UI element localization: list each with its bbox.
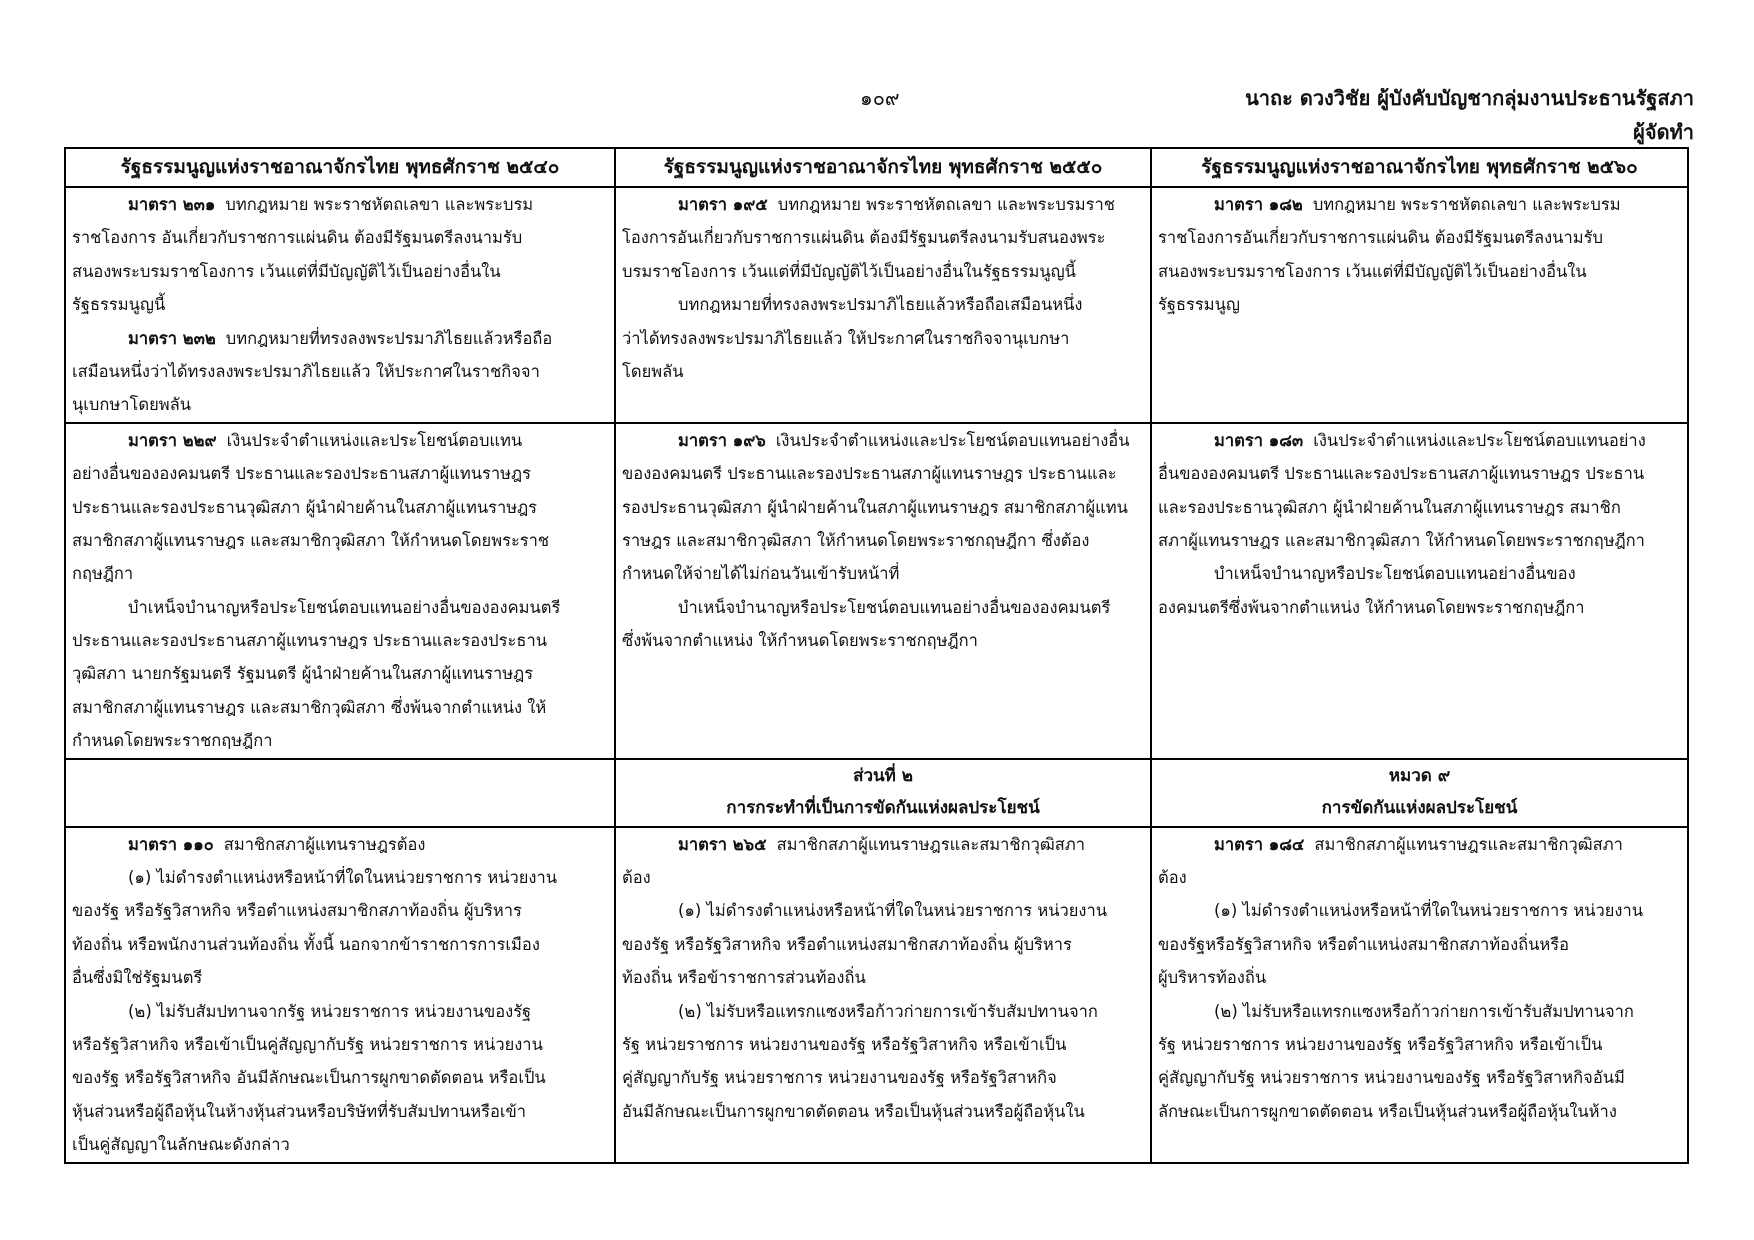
text-line	[1158, 491, 1681, 524]
line-text: ท้องถิ่น หรือข้าราชการส่วนท้องถิ่น	[622, 968, 866, 988]
line-text: บทกฎหมายที่ทรงลงพระปรมาภิไธยแล้วหรือถือ	[225, 328, 553, 348]
line-text: ราชโองการอันเกี่ยวกับราชการแผ่นดิน ต้องมีรัฐมนตรีลงนามรับ	[1158, 228, 1603, 248]
section-number: มาตรา ๒๓๒	[128, 328, 216, 348]
text-line	[622, 288, 1144, 321]
text-line	[72, 1128, 608, 1161]
text-line	[72, 1028, 608, 1061]
line-text: โองการอันเกี่ยวกับราชการแผ่นดิน ต้องมีรัฐมนตรีลงนามรับสนองพระ	[622, 228, 1106, 248]
line-text: สมาชิกสภาผู้แทนราษฎรต้อง	[223, 834, 426, 854]
section-heading	[1158, 792, 1681, 824]
section-number: มาตรา ๑๑๐	[128, 834, 214, 854]
line-text: สนองพระบรมราชโองการ เว้นแต่ที่มีบัญญัติไว้เป็นอย่างอื่นใน	[1158, 261, 1587, 281]
line-text: (๒) ไม่รับสัมปทานจากรัฐ หน่วยราชการ หน่วยงานของรัฐ	[128, 1001, 532, 1021]
line-text: บรมราชโองการ เว้นแต่ที่มีบัญญัติไว้เป็นอย่างอื่นในรัฐธรรมนูญนี้	[622, 261, 1076, 281]
line-text: หมวด ๙	[1388, 765, 1451, 786]
text-line	[72, 288, 608, 321]
text-line	[1158, 1095, 1681, 1128]
text-line	[622, 355, 1144, 388]
line-text: ว่าได้ทรงลงพระปรมาภิไธยแล้ว ให้ประกาศในราชกิจจานุเบกษา	[622, 328, 1070, 348]
line-text: สนองพระบรมราชโองการ เว้นแต่ที่มีบัญญัติไว้เป็นอย่างอื่นใน	[72, 261, 501, 281]
line-text: การกระทำที่เป็นการขัดกันแห่งผลประโยชน์	[726, 797, 1040, 818]
text-line	[1158, 995, 1681, 1028]
text-line	[1158, 524, 1681, 557]
text-line	[622, 221, 1144, 254]
text-line	[1158, 591, 1681, 624]
text-line	[622, 424, 1144, 457]
line-text: บทกฎหมายที่ทรงลงพระปรมาภิไธยแล้วหรือถือเสมือนหนึ่ง	[678, 295, 1083, 315]
text-line	[622, 1028, 1144, 1061]
text-line	[72, 591, 608, 624]
line-text: หรือรัฐวิสาหกิจ หรือเข้าเป็นคู่สัญญากับรัฐ หน่วยราชการ หน่วยงาน	[72, 1034, 543, 1054]
line-text: ส่วนที่ ๒	[853, 765, 913, 786]
text-line	[1158, 1028, 1681, 1061]
text-line	[622, 491, 1144, 524]
text-line	[1158, 424, 1681, 457]
line-text: บำเหน็จบำนาญหรือประโยชน์ตอบแทนอย่างอื่นขององคมนตรี	[128, 597, 561, 617]
text-line	[622, 894, 1144, 927]
line-text: ประธานและรองประธานสภาผู้แทนราษฎร ประธานและรองประธาน	[72, 631, 547, 651]
line-text: คู่สัญญากับรัฐ หน่วยราชการ หน่วยงานของรัฐ หรือรัฐวิสาหกิจอันมี	[1158, 1068, 1625, 1088]
text-line	[72, 894, 608, 927]
line-text: ราชโองการ อันเกี่ยวกับราชการแผ่นดิน ต้องมีรัฐมนตรีลงนามรับ	[72, 228, 523, 248]
text-line	[72, 388, 608, 421]
line-text: รัฐ หน่วยราชการ หน่วยงานของรัฐ หรือรัฐวิสาหกิจ หรือเข้าเป็น	[622, 1034, 1067, 1054]
text-line	[622, 591, 1144, 624]
table-cell	[615, 827, 1151, 1163]
table-cell	[1151, 423, 1688, 759]
text-line	[1158, 1061, 1681, 1094]
table-cell	[65, 187, 615, 423]
text-line	[72, 828, 608, 861]
text-line	[622, 624, 1144, 657]
section-number: มาตรา ๑๘๒	[1214, 195, 1303, 214]
text-line	[622, 457, 1144, 490]
line-text: ของรัฐหรือรัฐวิสาหกิจ หรือตำแหน่งสมาชิกสภาท้องถิ่นหรือ	[1158, 934, 1570, 954]
line-text: กำหนดให้จ่ายได้ไม่ก่อนวันเข้ารับหน้าที่	[622, 564, 900, 584]
text-line	[622, 961, 1144, 994]
line-text: ต้อง	[1158, 868, 1187, 888]
section-number: มาตรา ๑๙๖	[678, 430, 766, 450]
line-text: บำเหน็จบำนาญหรือประโยชน์ตอบแทนอย่างอื่นของ	[1214, 564, 1576, 584]
text-line	[72, 691, 608, 724]
text-line	[72, 995, 608, 1028]
line-text: (๑) ไม่ดำรงตำแหน่งหรือหน้าที่ใดในหน่วยราชการ หน่วยงาน	[1214, 901, 1644, 921]
line-text: บำเหน็จบำนาญหรือประโยชน์ตอบแทนอย่างอื่นขององคมนตรี	[678, 597, 1111, 617]
line-text: (๑) ไม่ดำรงตำแหน่งหรือหน้าที่ใดในหน่วยราชการ หน่วยงาน	[678, 901, 1108, 921]
table-cell	[615, 423, 1151, 759]
line-text: บทกฎหมาย พระราชหัตถเลขา และพระบรม	[1312, 195, 1621, 214]
line-text: และรองประธานวุฒิสภา ผู้นำฝ่ายค้านในสภาผู้แทนราษฎร สมาชิก	[1158, 497, 1621, 517]
line-text: (๒) ไม่รับหรือแทรกแซงหรือก้าวก่ายการเข้ารับสัมปทานจาก	[1214, 1001, 1634, 1021]
line-text: ของรัฐ หรือรัฐวิสาหกิจ หรือตำแหน่งสมาชิกสภาท้องถิ่น ผู้บริหาร	[72, 901, 522, 921]
line-text: เงินประจำตำแหน่งและประโยชน์ตอบแทน	[226, 430, 523, 450]
table-cell	[615, 759, 1151, 827]
text-line	[622, 255, 1144, 288]
text-line	[622, 322, 1144, 355]
line-text: เงินประจำตำแหน่งและประโยชน์ตอบแทนอย่างอื่น	[775, 430, 1130, 450]
section-number: มาตรา ๒๒๙	[128, 430, 217, 450]
line-text: ต้อง	[622, 868, 651, 888]
line-text: อย่างอื่นขององคมนตรี ประธานและรองประธานสภาผู้แทนราษฎร	[72, 464, 531, 484]
line-text: การขัดกันแห่งผลประโยชน์	[1321, 797, 1518, 818]
text-line	[622, 1061, 1144, 1094]
text-line	[72, 221, 608, 254]
text-line	[72, 524, 608, 557]
text-line	[622, 188, 1144, 221]
table-cell	[65, 759, 615, 827]
table-cell	[65, 423, 615, 759]
section-number: มาตรา ๑๙๕	[678, 195, 768, 214]
line-text: ลักษณะเป็นการผูกขาดตัดตอน หรือเป็นหุ้นส่วนหรือผู้ถือหุ้นในห้าง	[1158, 1101, 1617, 1121]
comparison-table	[64, 147, 1689, 1164]
table-cell	[615, 187, 1151, 423]
text-line	[72, 1061, 608, 1094]
text-line	[622, 524, 1144, 557]
table-cell	[1151, 187, 1688, 423]
text-line	[622, 928, 1144, 961]
line-text: ของรัฐ หรือรัฐวิสาหกิจ หรือตำแหน่งสมาชิกสภาท้องถิ่น ผู้บริหาร	[622, 934, 1072, 954]
section-number: มาตรา ๑๘๔	[1214, 834, 1305, 854]
line-text: ท้องถิ่น หรือพนักงานส่วนท้องถิ่น ทั้งนี้ นอกจากข้าราชการการเมือง	[72, 934, 540, 954]
text-line	[622, 557, 1144, 590]
column-header-2550: รัฐธรรมนูญแห่งราชอาณาจักรไทย พุทธศักราช ๒๕๕๐	[615, 148, 1151, 187]
line-text: สภาผู้แทนราษฎร และสมาชิกวุฒิสภา ให้กำหนดโดยพระราชกฤษฎีกา	[1158, 530, 1645, 550]
text-line	[72, 322, 608, 355]
text-line	[72, 657, 608, 690]
text-line	[72, 861, 608, 894]
text-line	[72, 188, 608, 221]
text-line	[622, 861, 1144, 894]
line-text: รัฐ หน่วยราชการ หน่วยงานของรัฐ หรือรัฐวิสาหกิจ หรือเข้าเป็น	[1158, 1034, 1603, 1054]
text-line	[1158, 557, 1681, 590]
line-text: ขององคมนตรี ประธานและรองประธานสภาผู้แทนราษฎร ประธานและ	[622, 464, 1117, 484]
section-heading	[622, 792, 1144, 824]
line-text: บทกฎหมาย พระราชหัตถเลขา และพระบรมราช	[777, 195, 1115, 214]
line-text: สมาชิกสภาผู้แทนราษฎร และสมาชิกวุฒิสภา ซึ่งพ้นจากตำแหน่ง ให้	[72, 697, 547, 717]
section-number: มาตรา ๒๓๑	[128, 195, 216, 214]
line-text: นุเบกษาโดยพลัน	[72, 395, 192, 415]
table-row	[65, 423, 1688, 759]
line-text: วุฒิสภา นายกรัฐมนตรี รัฐมนตรี ผู้นำฝ่ายค้านในสภาผู้แทนราษฎร	[72, 664, 534, 684]
author-role: ผู้จัดทำ	[1633, 120, 1694, 144]
line-text: ของรัฐ หรือรัฐวิสาหกิจ อันมีลักษณะเป็นการผูกขาดตัดตอน หรือเป็น	[72, 1068, 546, 1088]
line-text: สมาชิกสภาผู้แทนราษฎรและสมาชิกวุฒิสภา	[1314, 834, 1623, 854]
text-line	[72, 255, 608, 288]
line-text: เงินประจำตำแหน่งและประโยชน์ตอบแทนอย่าง	[1313, 430, 1646, 450]
text-line	[622, 995, 1144, 1028]
line-text: บทกฎหมาย พระราชหัตถเลขา และพระบรม	[225, 195, 534, 214]
text-line	[1158, 221, 1681, 254]
text-line	[1158, 961, 1681, 994]
text-line	[1158, 861, 1681, 894]
column-header-2560: รัฐธรรมนูญแห่งราชอาณาจักรไทย พุทธศักราช ๒๕๖๐	[1151, 148, 1688, 187]
text-line	[72, 961, 608, 994]
text-line	[1158, 188, 1681, 221]
line-text: คู่สัญญากับรัฐ หน่วยราชการ หน่วยงานของรัฐ หรือรัฐวิสาหกิจ	[622, 1068, 1057, 1088]
line-text: (๒) ไม่รับหรือแทรกแซงหรือก้าวก่ายการเข้ารับสัมปทานจาก	[678, 1001, 1098, 1021]
text-line	[72, 355, 608, 388]
line-text: สมาชิกสภาผู้แทนราษฎร และสมาชิกวุฒิสภา ให้กำหนดโดยพระราช	[72, 530, 550, 550]
table-row	[65, 827, 1688, 1163]
line-text: ผู้บริหารท้องถิ่น	[1158, 968, 1267, 988]
text-line	[1158, 828, 1681, 861]
section-heading	[1158, 760, 1681, 792]
text-line	[72, 457, 608, 490]
line-text: หุ้นส่วนหรือผู้ถือหุ้นในห้างหุ้นส่วนหรือบริษัทที่รับสัมปทานหรือเข้า	[72, 1101, 527, 1121]
line-text: เสมือนหนึ่งว่าได้ทรงลงพระปรมาภิไธยแล้ว ให้ประกาศในราชกิจจา	[72, 361, 540, 381]
text-line	[622, 828, 1144, 861]
author-line: นาถะ ดวงวิชัย ผู้บังคับบัญชากลุ่มงานประธานรัฐสภา	[1245, 86, 1694, 110]
text-line	[72, 424, 608, 457]
page-number: ๑๐๙	[860, 86, 900, 110]
line-text: อื่นซึ่งมิใช่รัฐมนตรี	[72, 968, 203, 988]
line-text: กฤษฎีกา	[72, 564, 134, 584]
text-line	[72, 724, 608, 757]
line-text: รัฐธรรมนูญนี้	[72, 295, 166, 315]
line-text: เป็นคู่สัญญาในลักษณะดังกล่าว	[72, 1135, 290, 1155]
line-text: สมาชิกสภาผู้แทนราษฎรและสมาชิกวุฒิสภา	[776, 834, 1085, 854]
text-line	[72, 928, 608, 961]
text-line	[1158, 288, 1681, 321]
line-text: องคมนตรีซึ่งพ้นจากตำแหน่ง ให้กำหนดโดยพระราชกฤษฎีกา	[1158, 597, 1585, 617]
table-cell	[65, 827, 615, 1163]
text-line	[1158, 457, 1681, 490]
line-text: (๑) ไม่ดำรงตำแหน่งหรือหน้าที่ใดในหน่วยราชการ หน่วยงาน	[128, 868, 558, 888]
text-line	[72, 491, 608, 524]
line-text: รองประธานวุฒิสภา ผู้นำฝ่ายค้านในสภาผู้แทนราษฎร สมาชิกสภาผู้แทน	[622, 497, 1128, 517]
text-line	[72, 624, 608, 657]
line-text: อื่นขององคมนตรี ประธานและรองประธานสภาผู้แทนราษฎร ประธาน	[1158, 464, 1645, 484]
line-text: กำหนดโดยพระราชกฤษฎีกา	[72, 731, 273, 751]
section-heading-row	[65, 759, 1688, 827]
text-line	[1158, 255, 1681, 288]
table-header-row	[65, 148, 1688, 187]
column-header-2540: รัฐธรรมนูญแห่งราชอาณาจักรไทย พุทธศักราช ๒๕๔๐	[65, 148, 615, 187]
text-line	[622, 1095, 1144, 1128]
section-number: มาตรา ๒๖๕	[678, 834, 767, 854]
line-text: รัฐธรรมนูญ	[1158, 295, 1240, 315]
text-line	[72, 557, 608, 590]
text-line	[72, 1095, 608, 1128]
line-text: ซึ่งพ้นจากตำแหน่ง ให้กำหนดโดยพระราชกฤษฎีกา	[622, 631, 978, 651]
section-number: มาตรา ๑๘๓	[1214, 430, 1304, 450]
table-row	[65, 187, 1688, 423]
line-text: โดยพลัน	[622, 361, 684, 381]
line-text: อันมีลักษณะเป็นการผูกขาดตัดตอน หรือเป็นหุ้นส่วนหรือผู้ถือหุ้นใน	[622, 1101, 1085, 1121]
line-text: ราษฎร และสมาชิกวุฒิสภา ให้กำหนดโดยพระราชกฤษฎีกา ซึ่งต้อง	[622, 530, 1090, 550]
line-text: ประธานและรองประธานวุฒิสภา ผู้นำฝ่ายค้านในสภาผู้แทนราษฎร	[72, 497, 538, 517]
section-heading	[622, 760, 1144, 792]
text-line	[1158, 894, 1681, 927]
text-line	[1158, 928, 1681, 961]
table-cell	[1151, 759, 1688, 827]
table-cell	[1151, 827, 1688, 1163]
